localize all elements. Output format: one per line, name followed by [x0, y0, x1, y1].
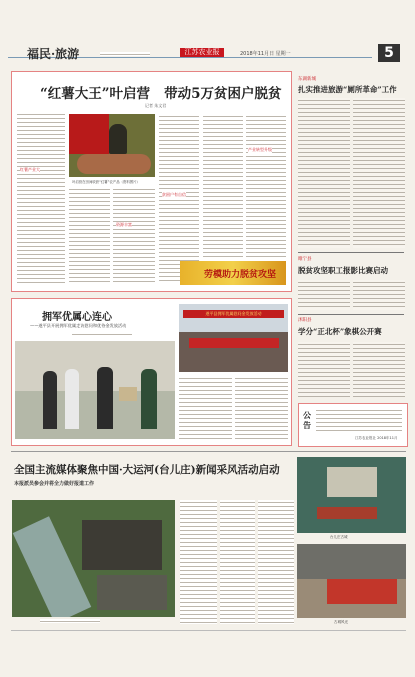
bottom-headline: 全国主流媒体聚焦中国·大运河(台儿庄)新闻采风活动启动 [14, 464, 280, 476]
page-footer-rule [11, 630, 406, 631]
top-headline: “红薯大王”叶启营 带动5万贫困户脱贫 [40, 86, 282, 102]
top-body-col-3 [113, 187, 155, 284]
bottom-photo-right-1 [297, 457, 406, 533]
army-byline [72, 332, 132, 336]
army-story [11, 298, 292, 446]
bottom-photo-main [12, 500, 175, 617]
right-body-1a [298, 98, 350, 248]
roof-cluster-1 [82, 520, 162, 570]
person-2 [65, 369, 79, 429]
top-body-col-4 [159, 114, 199, 284]
flag-shape [69, 114, 109, 154]
person-4 [141, 369, 157, 429]
paper-logo: 江苏农业报 [180, 48, 224, 57]
page-number: 5 [378, 44, 400, 62]
top-story [11, 71, 292, 292]
top-body-col-2 [69, 187, 110, 284]
notice-footer: 江苏农业报社 2018年11月 [355, 436, 398, 440]
right-body-1b [353, 98, 405, 248]
top-subhead-3: 贫困户有自信 [162, 192, 186, 197]
right-body-3b [353, 342, 405, 397]
right-headline-2: 脱贫攻坚职工报影比赛启动 [298, 266, 388, 275]
right-body-2b [353, 280, 405, 310]
top-photo-caption: 叶启营在田间收获“红薯”农产品（资料图片） [72, 180, 140, 184]
army-photo-banner: 遂平县拥军优属慰问金发放活动 [183, 310, 284, 318]
right-photo-caption-2: 古城风光 [334, 620, 348, 624]
top-banner [180, 261, 286, 285]
bottom-photo-right-2 [297, 544, 406, 618]
right-photo-caption-1: 台儿庄古城 [330, 535, 348, 539]
person-1 [43, 371, 57, 429]
farmer-shape [109, 124, 127, 154]
top-subhead-2: 资源丰富 [116, 222, 132, 227]
roof-cluster-2 [97, 575, 167, 610]
right-body-3a [298, 342, 350, 397]
banner-text: 劳模助力脱贫攻坚 [204, 270, 277, 280]
top-body-col-6 [246, 114, 286, 259]
army-body-col-1 [179, 376, 232, 439]
top-body-col-1 [17, 112, 65, 284]
lanterns-shape [327, 579, 397, 604]
notice-box [298, 403, 408, 447]
army-subheadline: ——遂平县开展拥军优属走访慰问和优待金发放活动 [30, 323, 127, 328]
army-headline: 拥军优属心连心 [42, 312, 112, 323]
bottom-body-col-1 [180, 500, 217, 624]
right-headline-1: 扎实推进旅游“厕所革命”工作 [298, 85, 397, 94]
bottom-photo-caption [40, 619, 100, 623]
right-body-2a [298, 280, 350, 310]
masthead-meta [100, 52, 150, 56]
right-kicker-3: 沭阳县 [298, 318, 312, 323]
masthead [0, 0, 415, 70]
gate-shape [327, 467, 377, 497]
right-kicker-1: 东湖新城 [298, 77, 316, 82]
army-photo-right [179, 304, 288, 372]
bottom-body-col-3 [258, 500, 294, 624]
gift-box [119, 387, 137, 401]
top-photo [69, 114, 155, 177]
bottom-body-col-2 [220, 500, 255, 624]
right-divider-2 [298, 314, 404, 315]
sweet-potato-pile [77, 154, 151, 174]
top-subhead-4: 产业转型升级 [248, 147, 272, 152]
red-placards [189, 338, 279, 348]
bottom-story-divider [11, 451, 406, 452]
top-byline: 记者 朱文君 [145, 103, 167, 108]
top-body-col-5 [203, 114, 243, 259]
notice-body [316, 408, 402, 434]
building-shape [297, 544, 406, 579]
right-column [296, 70, 406, 450]
right-kicker-2: 睢宁县 [298, 257, 312, 262]
army-photo-left [15, 341, 175, 439]
top-subhead-1: 红薯产业大 [20, 167, 40, 172]
right-divider-1 [298, 252, 404, 253]
bottom-subheadline: 本报派员参会并将全力做好报道工作 [14, 481, 95, 487]
canal-shape [13, 516, 92, 617]
army-body-col-2 [235, 376, 288, 439]
date-line: 2018年11月日 星期一 [240, 51, 291, 57]
right-headline-3: 学分“正北杯”象棋公开赛 [298, 327, 382, 336]
person-3 [97, 367, 113, 429]
notice-label: 公告 [303, 410, 311, 430]
boat-shape [317, 507, 377, 519]
section-title: 福民·旅游 [27, 47, 80, 61]
